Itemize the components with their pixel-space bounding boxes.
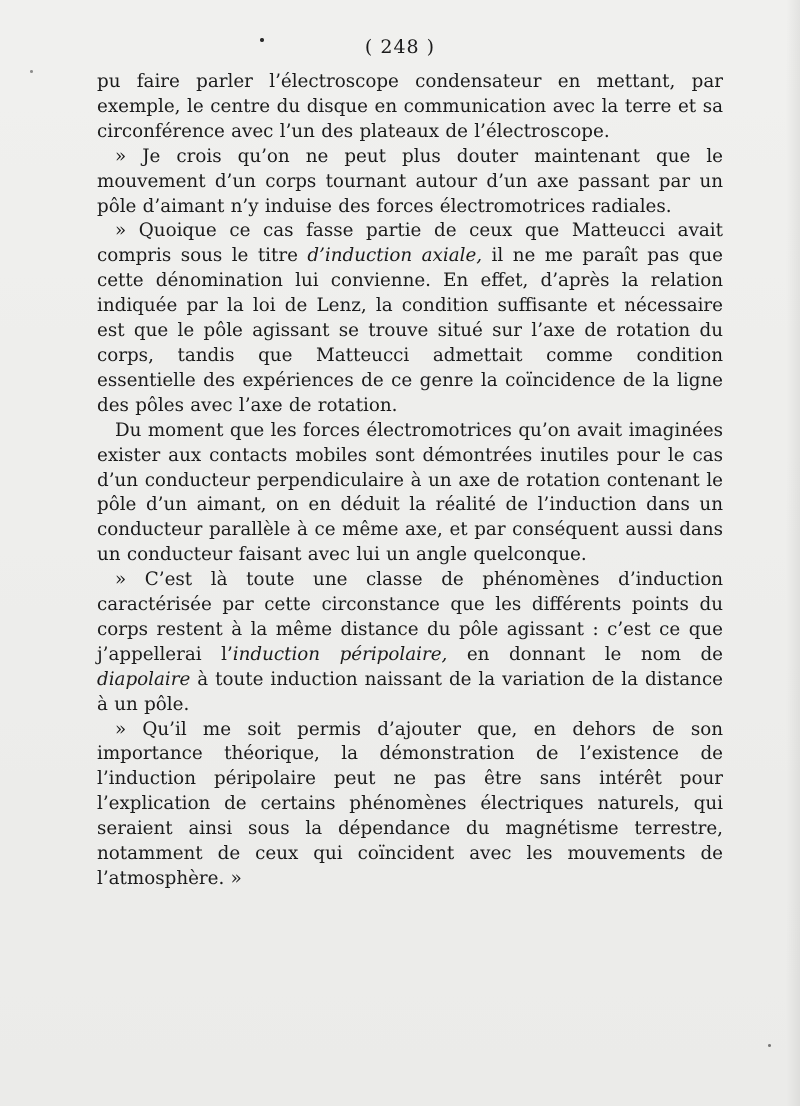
page-number: ( 248 )	[364, 36, 436, 58]
text-run: » Quoique ce cas fasse partie de ceux que Matteucci avait compris sous le titre	[97, 220, 723, 267]
paragraph	[97, 219, 723, 418]
text-run: il ne me paraît pas que cette dénomination lui convienne. En effet, d’après la relation indiquée par la loi de Lenz, la condition suffisante et nécessaire est que le pôle agissant se trouve situé sur l’axe de rotation du corps, tandis que Matteucci admettait comme condition essentielle des expériences de ce genre la coïncidence de la ligne des pôles avec l’axe de rotation.	[97, 245, 723, 416]
paragraph	[97, 568, 723, 717]
italic-run: diapolaire	[97, 668, 191, 690]
text-run: » Qu’il me soit permis d’ajouter que, en dehors de son importance théorique, la démonstration de l’existence de l’induction péripolaire peut ne pas être sans intérêt pour l’explication de certains phénomènes électriques naturels, qui seraient ainsi sous la dépendance du magnétisme terrestre, notamment de ceux qui coïncident avec les mouvements de l’atmosphère. »	[97, 718, 723, 889]
paragraph	[97, 145, 723, 220]
italic-run: induction péripolaire,	[232, 643, 448, 665]
ink-speck	[30, 70, 33, 73]
ink-speck	[768, 1044, 771, 1047]
ink-speck	[260, 38, 264, 42]
text-run: » Je crois qu’on ne peut plus douter maintenant que le mouvement d’un corps tournant autour d’un axe passant par un pôle d’aimant n’y induise des forces électromotrices radiales.	[97, 145, 723, 217]
text-run: à toute induction naissant de la variation de la distance à un pôle.	[97, 668, 723, 715]
text-run: en donnant le nom de	[447, 643, 724, 665]
paragraph	[97, 419, 723, 568]
page-edge-shadow	[786, 0, 800, 1106]
text-run: » C’est là toute une classe de phénomènes d’induction caractérisée par cette circonstance que les différents points du corps restent à la même distance du pôle agissant : c’est ce que j’appellerai l’	[97, 569, 723, 665]
text-run: Du moment que les forces électromotrices qu’on avait imaginées exister aux contacts mobiles sont démontrées inutiles pour le cas d’un conducteur perpendiculaire à un axe de rotation contenant le pôle d’un aimant, on en déduit la réalité de l’induction dans un conducteur parallèle à ce même axe, et par conséquent aussi dans un conducteur faisant avec lui un angle quelconque.	[97, 419, 723, 566]
paragraph	[97, 718, 723, 892]
italic-run: d’induction axiale,	[307, 245, 483, 267]
paragraph	[97, 70, 723, 145]
text-run: pu faire parler l’électroscope condensateur en mettant, par exemple, le centre du disque en communication avec la terre et sa circonférence avec l’un des plateaux de l’électroscope.	[97, 71, 723, 142]
body-text	[97, 70, 723, 892]
